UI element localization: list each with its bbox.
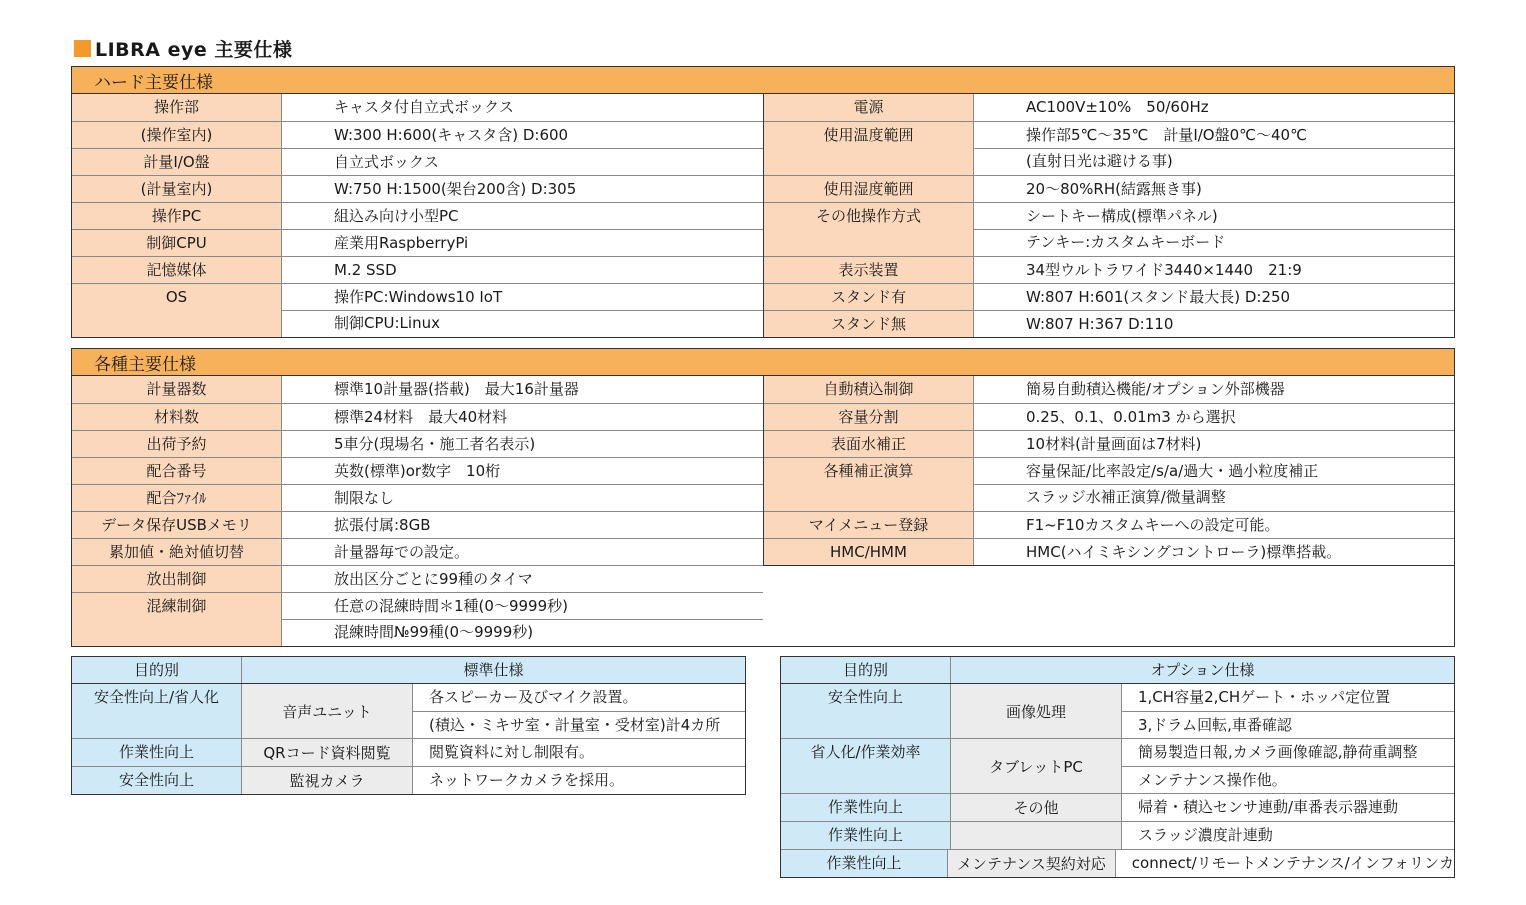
spec-label: 各種補正演算 — [764, 458, 974, 484]
spec-value: 組込み向け小型PC — [334, 207, 459, 225]
detail-cell — [413, 739, 745, 766]
spec-value: テンキー:カスタムキーボード — [974, 229, 1454, 256]
spec-label: 材料数 — [72, 404, 282, 430]
spec-value: 計量器毎での設定。 — [334, 543, 470, 561]
spec-label: 操作部 — [72, 94, 282, 121]
table-row — [72, 684, 745, 738]
detail-cell — [413, 767, 745, 794]
option-spec-table — [780, 656, 1455, 878]
spec-value: 5車分(現場名・施工者名表示) — [334, 435, 536, 453]
spec-row — [72, 121, 763, 148]
detail-cell — [1122, 822, 1454, 849]
spec-value: 混練時間№99種(0～9999秒) — [282, 619, 763, 646]
spec-row — [72, 310, 763, 337]
table-row — [781, 738, 1454, 793]
item-cell: その他 — [951, 794, 1122, 821]
spec-value: 産業用RaspberryPi — [334, 234, 469, 252]
misc-spec-right-column — [763, 376, 1454, 566]
spec-label: 計量I/O盤 — [72, 149, 282, 175]
spec-value: 簡易自動積込機能/オプション外部機器 — [1026, 380, 1285, 398]
table-row — [72, 766, 745, 794]
spec-row — [764, 283, 1454, 310]
detail-line: 各スピーカー及びマイク設置。 — [429, 688, 638, 706]
standard-spec-body — [72, 684, 745, 794]
spec-value: 任意の混練時間＊1種(0～9999秒) — [334, 597, 568, 615]
standard-head-spec: 標準仕様 — [463, 661, 524, 679]
spec-label: 表面水補正 — [764, 431, 974, 457]
spec-row — [764, 256, 1454, 283]
spec-row — [72, 94, 763, 121]
spec-row — [72, 202, 763, 229]
spec-label: 電源 — [764, 94, 974, 121]
purpose-cell: 作業性向上 — [781, 794, 951, 821]
spec-label: データ保存USBメモリ — [72, 512, 282, 538]
spec-row — [72, 538, 763, 565]
spec-value: 操作PC:Windows10 IoT — [334, 288, 503, 306]
spec-row — [72, 592, 763, 619]
spec-value: 標準10計量器(搭載) 最大16計量器 — [334, 380, 579, 398]
spec-row — [72, 484, 763, 511]
title-square-icon — [74, 40, 91, 57]
detail-cell — [1122, 794, 1454, 821]
table-row — [781, 821, 1454, 849]
spec-value: 拡張付属:8GB — [334, 516, 431, 534]
spec-label: 累加値・絶対値切替 — [72, 539, 282, 565]
spec-row — [764, 430, 1454, 457]
spec-row — [764, 148, 1454, 175]
spec-row — [764, 175, 1454, 202]
spec-label: 使用湿度範囲 — [764, 176, 974, 202]
spec-row — [764, 310, 1454, 337]
spec-value: 標準24材料 最大40材料 — [334, 408, 508, 426]
spec-value: HMC(ハイミキシングコントローラ)標準搭載。 — [1026, 543, 1342, 561]
spec-value: 容量保証/比率設定/s/a/過大・過小粒度補正 — [1026, 462, 1319, 480]
spec-row — [72, 430, 763, 457]
spec-row — [72, 457, 763, 484]
spec-label: 記憶媒体 — [72, 257, 282, 283]
spec-row — [764, 376, 1454, 403]
spec-value: 10材料(計量画面は7材料) — [1026, 435, 1202, 453]
purpose-cell: 省人化/作業効率 — [781, 739, 951, 793]
spec-row — [764, 484, 1454, 511]
spec-row — [72, 283, 763, 310]
spec-label — [764, 229, 974, 256]
spec-label: スタンド有 — [764, 284, 974, 310]
spec-row — [764, 511, 1454, 538]
spec-row — [764, 202, 1454, 229]
misc-spec-heading: 各種主要仕様 — [72, 349, 1454, 376]
spec-value: 自立式ボックス — [334, 153, 439, 171]
misc-spec-section — [71, 348, 1455, 647]
detail-line: メンテナンス操作他。 — [1122, 766, 1454, 793]
spec-row — [764, 94, 1454, 121]
spec-value: AC100V±10% 50/60Hz — [1026, 98, 1209, 116]
spec-row — [764, 403, 1454, 430]
spec-label: 混練制御 — [72, 593, 282, 619]
spec-value: 放出区分ごとに99種のタイマ — [334, 570, 533, 588]
purpose-cell: 安全性向上/省人化 — [72, 684, 242, 738]
standard-head-purpose: 目的別 — [72, 657, 242, 683]
spec-row — [72, 511, 763, 538]
spec-value: スラッジ水補正演算/微量調整 — [974, 484, 1454, 511]
page-title-text: LIBRA eye 主要仕様 — [95, 38, 293, 61]
spec-row — [764, 538, 1454, 565]
spec-label: スタンド無 — [764, 311, 974, 337]
detail-cell — [1122, 739, 1454, 793]
spec-label: 制御CPU — [72, 230, 282, 256]
spec-label: マイメニュー登録 — [764, 512, 974, 538]
spec-label: 放出制御 — [72, 566, 282, 592]
spec-value: F1~F10カスタムキーへの設定可能。 — [1026, 516, 1280, 534]
detail-line: ネットワークカメラを採用。 — [429, 771, 625, 789]
spec-row — [764, 121, 1454, 148]
spec-label: 計量器数 — [72, 376, 282, 403]
spec-label: 表示装置 — [764, 257, 974, 283]
detail-line: 簡易製造日報,カメラ画像確認,静荷重調整 — [1138, 743, 1418, 761]
spec-value: W:807 H:601(スタンド最大長) D:250 — [1026, 288, 1291, 306]
standard-spec-table — [71, 656, 746, 795]
purpose-cell: 安全性向上 — [72, 767, 242, 794]
spec-label: (操作室内) — [72, 122, 282, 148]
spec-row — [764, 229, 1454, 256]
spec-value: (直射日光は避ける事) — [974, 148, 1454, 175]
spec-label: 配合ﾌｧｲﾙ — [72, 485, 282, 511]
table-row — [781, 849, 1454, 877]
spec-row — [72, 403, 763, 430]
item-cell: 監視カメラ — [242, 767, 413, 794]
spec-value: 制御CPU:Linux — [282, 310, 763, 337]
page-title — [74, 36, 292, 60]
item-cell — [951, 822, 1122, 849]
spec-row — [72, 619, 763, 646]
detail-line: 帰着・積込センサ連動/車番表示器連動 — [1138, 798, 1399, 816]
spec-row — [72, 376, 763, 403]
detail-line: 1,CH容量2,CHゲート・ホッパ定位置 — [1138, 688, 1391, 706]
spec-label: (計量室内) — [72, 176, 282, 202]
spec-value: 0.25、0.1、0.01m3 から選択 — [1026, 408, 1236, 426]
spec-label: 使用温度範囲 — [764, 122, 974, 148]
option-spec-body — [781, 684, 1454, 877]
spec-label: 容量分割 — [764, 404, 974, 430]
hardware-spec-right-column — [763, 94, 1454, 337]
table-row — [781, 684, 1454, 738]
item-cell: タブレットPC — [951, 739, 1122, 793]
table-row — [72, 738, 745, 766]
hardware-spec-heading: ハード主要仕様 — [72, 67, 1454, 94]
option-head-spec: オプション仕様 — [1150, 661, 1255, 679]
spec-value: 英数(標準)or数字 10桁 — [334, 462, 501, 480]
detail-cell — [1116, 850, 1454, 877]
spec-row — [764, 457, 1454, 484]
spec-value: 制限なし — [334, 489, 395, 507]
option-spec-header — [781, 657, 1454, 684]
spec-label — [764, 148, 974, 175]
spec-value: W:750 H:1500(架台200含) D:305 — [334, 180, 577, 198]
spec-label: 出荷予約 — [72, 431, 282, 457]
spec-value: W:807 H:367 D:110 — [1026, 315, 1174, 333]
purpose-cell: 作業性向上 — [781, 850, 948, 877]
item-cell: 画像処理 — [951, 684, 1122, 738]
table-row — [781, 793, 1454, 821]
spec-value: シートキー構成(標準パネル) — [1026, 207, 1218, 225]
purpose-cell: 作業性向上 — [781, 822, 951, 849]
spec-label: 操作PC — [72, 203, 282, 229]
item-cell: QRコード資料閲覧 — [242, 739, 413, 766]
detail-line: 3,ドラム回転,車番確認 — [1122, 711, 1454, 738]
standard-spec-header — [72, 657, 745, 684]
spec-label: 自動積込制御 — [764, 376, 974, 403]
spec-value: 34型ウルトラワイド3440×1440 21:9 — [1026, 261, 1302, 279]
detail-cell — [1122, 684, 1454, 738]
spec-row — [72, 256, 763, 283]
purpose-cell: 安全性向上 — [781, 684, 951, 738]
spec-label: 配合番号 — [72, 458, 282, 484]
hardware-spec-section — [71, 66, 1455, 338]
spec-row — [72, 229, 763, 256]
spec-value: M.2 SSD — [334, 261, 397, 279]
detail-line: 閲覧資料に対し制限有。 — [429, 743, 595, 761]
spec-label — [72, 619, 282, 646]
detail-line: スラッジ濃度計連動 — [1138, 826, 1273, 844]
purpose-cell: 作業性向上 — [72, 739, 242, 766]
spec-value: キャスタ付自立式ボックス — [334, 98, 514, 116]
spec-row — [72, 565, 763, 592]
spec-row — [72, 175, 763, 202]
spec-label: その他操作方式 — [764, 203, 974, 229]
spec-label: HMC/HMM — [764, 539, 974, 565]
spec-row — [72, 148, 763, 175]
item-cell: メンテナンス契約対応 — [948, 850, 1116, 877]
spec-label — [72, 310, 282, 337]
spec-value: 操作部5℃～35℃ 計量I/O盤0℃～40℃ — [1026, 126, 1307, 144]
spec-value: 20～80%RH(結露無き事) — [1026, 180, 1202, 198]
detail-line: (積込・ミキサ室・計量室・受材室)計4カ所 — [413, 711, 745, 738]
detail-line: connect/リモートメンテナンス/インフォリンカ — [1131, 854, 1454, 872]
spec-value: W:300 H:600(キャスタ含) D:600 — [334, 126, 569, 144]
misc-spec-left-column — [72, 376, 763, 646]
option-head-purpose: 目的別 — [781, 657, 951, 683]
hardware-spec-left-column — [72, 94, 763, 337]
detail-cell — [413, 684, 745, 738]
item-cell: 音声ユニット — [242, 684, 413, 738]
spec-label: OS — [72, 284, 282, 310]
spec-label — [764, 484, 974, 511]
